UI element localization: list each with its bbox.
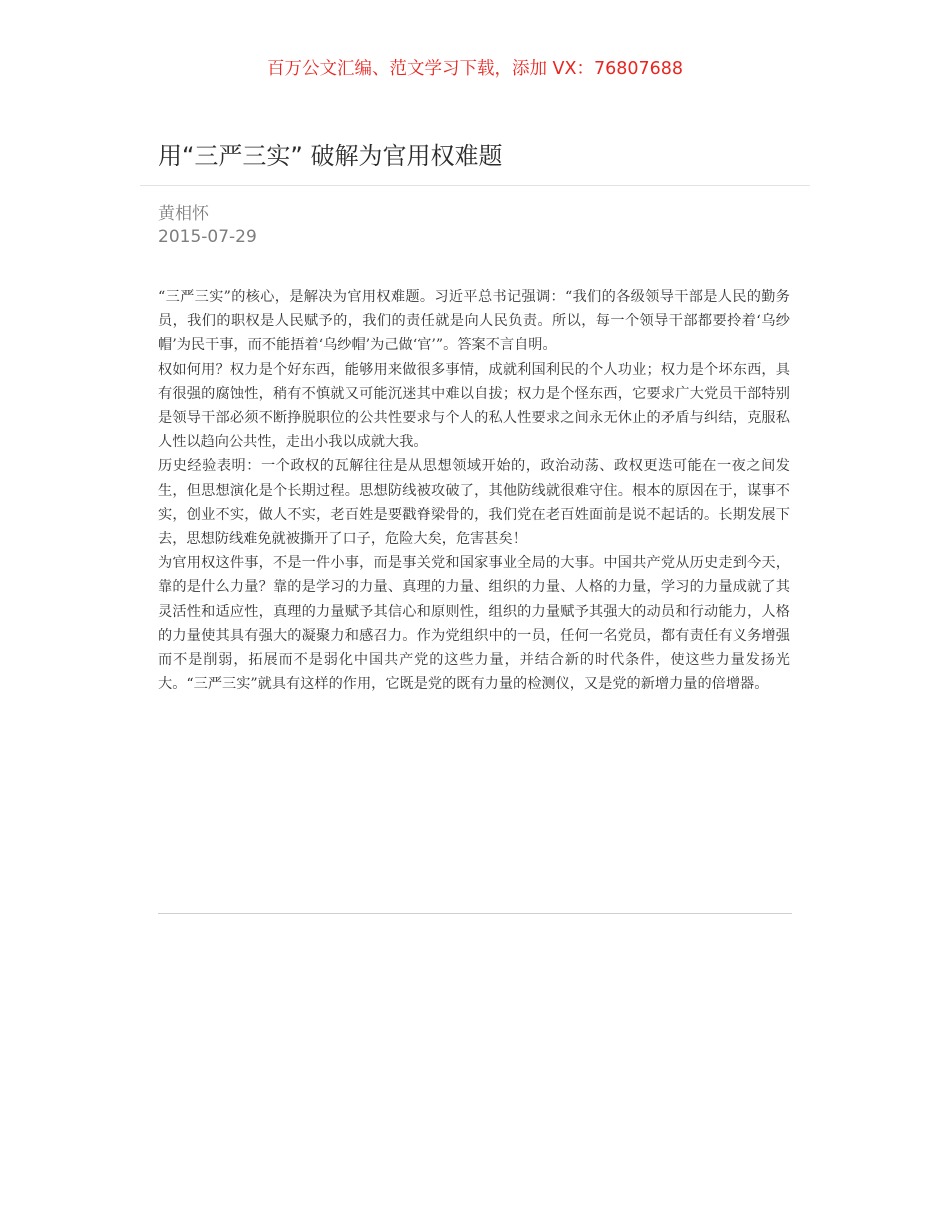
publish-date: 2015-07-29 [158,227,257,247]
paragraph: 为官用权这件事，不是一件小事，而是事关党和国家事业全局的大事。中国共产党从历史走到今天，靠的是什么力量？靠的是学习的力量、真理的力量、组织的力量、人格的力量，学习的力量成就了其灵活性和适应性，真理的力量赋予其信心和原则性，组织的力量赋予其强大的动员和行动能力，人格的力量使其具有强大的凝聚力和感召力。作为党组织中的一员，任何一名党员，都有责任有义务增强而不是削弱，拓展而不是弱化中国共产党的这些力量，并结合新的时代条件，使这些力量发扬光大。“三严三实”就具有这样的作用，它既是党的既有力量的检测仪，又是党的新增力量的倍增器。 [158,555,790,693]
promo-banner: 百万公文汇编、范文学习下载，添加 VX：76807688 [266,59,684,79]
article-title: 用“三严三实” 破解为官用权难题 [158,142,503,170]
footer-divider [158,913,792,914]
author-name: 黄相怀 [158,204,209,224]
article-body [158,285,790,696]
title-divider [140,185,810,186]
paragraph: 历史经验表明：一个政权的瓦解往往是从思想领域开始的，政治动荡、政权更迭可能在一夜之间发生，但思想演化是个长期过程。思想防线被攻破了，其他防线就很难守住。根本的原因在于，谋事不实，创业不实，做人不实，老百姓是要戳脊梁骨的，我们党在老百姓面前是说不起话的。长期发展下去，思想防线难免就被撕开了口子，危险大矣，危害甚矣！ [158,458,790,548]
paragraph: 权如何用？权力是个好东西，能够用来做很多事情，成就利国利民的个人功业；权力是个坏东西，具有很强的腐蚀性，稍有不慎就又可能沉迷其中难以自拔；权力是个怪东西，它要求广大党员干部特别是领导干部必须不断挣脱职位的公共性要求与个人的私人性要求之间永无休止的矛盾与纠结，克服私人性以趋向公共性，走出小我以成就大我。 [158,361,790,451]
article-meta [158,203,257,249]
paragraph: “三严三实”的核心，是解决为官用权难题。习近平总书记强调：“我们的各级领导干部是人民的勤务员，我们的职权是人民赋予的，我们的责任就是向人民负责。所以，每一个领导干部都要拎着‘乌纱帽’为民干事，而不能捂着‘乌纱帽’为己做‘官’”。答案不言自明。 [158,289,790,354]
